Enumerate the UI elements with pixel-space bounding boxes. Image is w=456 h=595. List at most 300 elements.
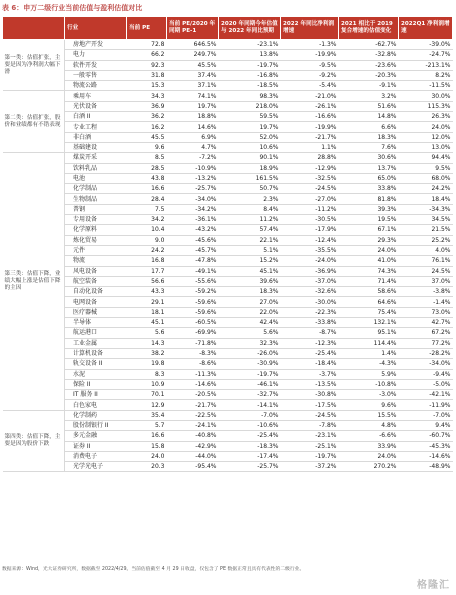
industry-cell: 专用设备 xyxy=(65,215,127,225)
industry-cell: 计算机设备 xyxy=(65,348,127,358)
current-pe-cell: 8.3 xyxy=(127,369,167,379)
pe-vs-2020-cell: -24.1% xyxy=(167,420,219,430)
q1-profit-growth-cell: -7.0% xyxy=(399,410,453,420)
table-row xyxy=(3,215,453,225)
table-header-row xyxy=(3,17,453,40)
cagr-change-cell: -9.1% xyxy=(339,81,399,91)
table-row xyxy=(3,379,453,389)
table-row xyxy=(3,266,453,276)
header-2022-profit-growth: 2022 年同比净利润增速 xyxy=(281,17,339,40)
current-pe-cell: 72.8 xyxy=(127,40,167,50)
current-pe-cell: 16.8 xyxy=(127,256,167,266)
table-row xyxy=(3,369,453,379)
industry-cell: 自动化设备 xyxy=(65,287,127,297)
profit-growth-2022-cell: -12.4% xyxy=(281,235,339,245)
pe-vs-2020-cell: -59.6% xyxy=(167,307,219,317)
profit-growth-2022-cell: -30.5% xyxy=(281,215,339,225)
cagr-change-cell: -62.7% xyxy=(339,40,399,50)
valuation-vs-2022-cell: -46.1% xyxy=(219,379,281,389)
profit-growth-2022-cell: -22.3% xyxy=(281,307,339,317)
q1-profit-growth-cell: -14.6% xyxy=(399,451,453,461)
pe-vs-2020-cell: -43.2% xyxy=(167,225,219,235)
table-row xyxy=(3,462,453,472)
current-pe-cell: 31.8 xyxy=(127,70,167,80)
valuation-vs-2022-cell: 42.4% xyxy=(219,318,281,328)
table-row xyxy=(3,40,453,50)
current-pe-cell: 10.4 xyxy=(127,225,167,235)
q1-profit-growth-cell: 24.0% xyxy=(399,122,453,132)
q1-profit-growth-cell: 12.0% xyxy=(399,132,453,142)
current-pe-cell: 35.4 xyxy=(127,410,167,420)
cagr-change-cell: 33.8% xyxy=(339,184,399,194)
profit-growth-2022-cell: -13.5% xyxy=(281,379,339,389)
profit-growth-2022-cell: -32.5% xyxy=(281,173,339,183)
q1-profit-growth-cell: 24.2% xyxy=(399,184,453,194)
industry-cell: 普钢 xyxy=(65,204,127,214)
cagr-change-cell: 270.2% xyxy=(339,462,399,472)
valuation-vs-2022-cell: 5.6% xyxy=(219,328,281,338)
table-row xyxy=(3,328,453,338)
current-pe-cell: 15.3 xyxy=(127,81,167,91)
profit-growth-2022-cell: 1.1% xyxy=(281,142,339,152)
cagr-change-cell: 4.8% xyxy=(339,420,399,430)
table-row xyxy=(3,142,453,152)
current-pe-cell: 70.1 xyxy=(127,390,167,400)
q1-profit-growth-cell: -48.9% xyxy=(399,462,453,472)
profit-growth-2022-cell: -21.0% xyxy=(281,91,339,101)
cagr-change-cell: -23.6% xyxy=(339,60,399,70)
valuation-vs-2022-cell: 13.8% xyxy=(219,50,281,60)
industry-cell: 煤炭开采 xyxy=(65,153,127,163)
cagr-change-cell: 58.6% xyxy=(339,287,399,297)
table-row xyxy=(3,359,453,369)
industry-cell: 白酒 II xyxy=(65,112,127,122)
profit-growth-2022-cell: -36.9% xyxy=(281,266,339,276)
profit-growth-2022-cell: -21.7% xyxy=(281,132,339,142)
valuation-vs-2022-cell: 52.0% xyxy=(219,132,281,142)
q1-profit-growth-cell: 4.0% xyxy=(399,245,453,255)
pe-vs-2020-cell: -11.3% xyxy=(167,369,219,379)
industry-cell: 元件 xyxy=(65,245,127,255)
cagr-change-cell: -20.3% xyxy=(339,70,399,80)
cagr-change-cell: -32.8% xyxy=(339,50,399,60)
cagr-change-cell: 67.1% xyxy=(339,225,399,235)
header-industry: 行业 xyxy=(65,17,127,40)
cagr-change-cell: 5.9% xyxy=(339,369,399,379)
table-row xyxy=(3,235,453,245)
profit-growth-2022-cell: -32.6% xyxy=(281,287,339,297)
q1-profit-growth-cell: 24.5% xyxy=(399,266,453,276)
industry-cell: 电网设备 xyxy=(65,297,127,307)
pe-vs-2020-cell: -95.4% xyxy=(167,462,219,472)
pe-vs-2020-cell: 14.6% xyxy=(167,122,219,132)
table-row xyxy=(3,204,453,214)
pe-vs-2020-cell: -8.3% xyxy=(167,348,219,358)
table-row xyxy=(3,173,453,183)
industry-cell: 电力 xyxy=(65,50,127,60)
table-row xyxy=(3,153,453,163)
industry-cell: 风电设备 xyxy=(65,266,127,276)
industry-cell: 化学原料 xyxy=(65,225,127,235)
pe-vs-2020-cell: -59.2% xyxy=(167,287,219,297)
current-pe-cell: 16.2 xyxy=(127,122,167,132)
cagr-change-cell: 14.8% xyxy=(339,112,399,122)
current-pe-cell: 9.0 xyxy=(127,235,167,245)
industry-cell: 保险 II xyxy=(65,379,127,389)
q1-profit-growth-cell: -11.5% xyxy=(399,81,453,91)
current-pe-cell: 45.1 xyxy=(127,318,167,328)
q1-profit-growth-cell: 73.0% xyxy=(399,307,453,317)
pe-vs-2020-cell: -40.8% xyxy=(167,431,219,441)
valuation-vs-2022-cell: -17.4% xyxy=(219,451,281,461)
valuation-vs-2022-cell: 18.3% xyxy=(219,287,281,297)
industry-cell: 光学光电子 xyxy=(65,462,127,472)
profit-growth-2022-cell: -30.0% xyxy=(281,297,339,307)
current-pe-cell: 12.9 xyxy=(127,400,167,410)
q1-profit-growth-cell: -24.7% xyxy=(399,50,453,60)
profit-growth-2022-cell: -17.5% xyxy=(281,400,339,410)
table-row xyxy=(3,441,453,451)
industry-cell: 物流 xyxy=(65,256,127,266)
profit-growth-2022-cell: -5.4% xyxy=(281,81,339,91)
table-row xyxy=(3,60,453,70)
table-row xyxy=(3,276,453,286)
q1-profit-growth-cell: -45.3% xyxy=(399,441,453,451)
pe-vs-2020-cell: 249.7% xyxy=(167,50,219,60)
pe-vs-2020-cell: -13.2% xyxy=(167,173,219,183)
table-row xyxy=(3,122,453,132)
current-pe-cell: 34.3 xyxy=(127,91,167,101)
profit-growth-2022-cell: -9.2% xyxy=(281,70,339,80)
profit-growth-2022-cell: -1.3% xyxy=(281,40,339,50)
industry-cell: 医疗器械 xyxy=(65,307,127,317)
cagr-change-cell: 24.0% xyxy=(339,451,399,461)
profit-growth-2022-cell: -30.8% xyxy=(281,390,339,400)
profit-growth-2022-cell: -23.1% xyxy=(281,431,339,441)
q1-profit-growth-cell: 37.0% xyxy=(399,276,453,286)
industry-cell: 消费电子 xyxy=(65,451,127,461)
table-body xyxy=(3,40,453,472)
group-label: 第三类：估值下降，业绩大幅上涨是估值下降的主因 xyxy=(3,153,65,410)
valuation-vs-2022-cell: 59.5% xyxy=(219,112,281,122)
profit-growth-2022-cell: -12.9% xyxy=(281,163,339,173)
pe-vs-2020-cell: -25.7% xyxy=(167,184,219,194)
profit-growth-2022-cell: 28.8% xyxy=(281,153,339,163)
valuation-vs-2022-cell: 10.6% xyxy=(219,142,281,152)
current-pe-cell: 29.1 xyxy=(127,297,167,307)
cagr-change-cell: 19.5% xyxy=(339,215,399,225)
industry-cell: 航空装备 xyxy=(65,276,127,286)
cagr-change-cell: 74.3% xyxy=(339,266,399,276)
q1-profit-growth-cell: -11.9% xyxy=(399,400,453,410)
q1-profit-growth-cell: -5.0% xyxy=(399,379,453,389)
valuation-vs-2022-cell: 19.7% xyxy=(219,122,281,132)
cagr-change-cell: 95.1% xyxy=(339,328,399,338)
cagr-change-cell: 75.4% xyxy=(339,307,399,317)
table-row xyxy=(3,297,453,307)
industry-cell: IT 服务 II xyxy=(65,390,127,400)
valuation-vs-2022-cell: 2.3% xyxy=(219,194,281,204)
current-pe-cell: 66.2 xyxy=(127,50,167,60)
pe-vs-2020-cell: 4.7% xyxy=(167,142,219,152)
q1-profit-growth-cell: -213.1% xyxy=(399,60,453,70)
header-2021-vs-2019-cagr: 2021 相比于 2019 复合增速的估值变化 xyxy=(339,17,399,40)
current-pe-cell: 56.6 xyxy=(127,276,167,286)
current-pe-cell: 36.9 xyxy=(127,101,167,111)
current-pe-cell: 34.2 xyxy=(127,215,167,225)
table-row xyxy=(3,338,453,348)
industry-cell: 水泥 xyxy=(65,369,127,379)
current-pe-cell: 43.3 xyxy=(127,287,167,297)
cagr-change-cell: -6.6% xyxy=(339,431,399,441)
current-pe-cell: 5.7 xyxy=(127,420,167,430)
valuation-vs-2022-cell: 22.0% xyxy=(219,307,281,317)
q1-profit-growth-cell: -1.4% xyxy=(399,297,453,307)
pe-vs-2020-cell: -14.6% xyxy=(167,379,219,389)
valuation-vs-2022-cell: 8.4% xyxy=(219,204,281,214)
profit-growth-2022-cell: -17.9% xyxy=(281,225,339,235)
q1-profit-growth-cell: 9.4% xyxy=(399,420,453,430)
valuation-vs-2022-cell: 18.9% xyxy=(219,163,281,173)
valuation-vs-2022-cell: -18.3% xyxy=(219,441,281,451)
q1-profit-growth-cell: 9.5% xyxy=(399,163,453,173)
q1-profit-growth-cell: 68.0% xyxy=(399,173,453,183)
cagr-change-cell: 13.7% xyxy=(339,163,399,173)
cagr-change-cell: 18.3% xyxy=(339,132,399,142)
valuation-vs-2022-cell: -32.7% xyxy=(219,390,281,400)
table-row xyxy=(3,112,453,122)
q1-profit-growth-cell: 115.3% xyxy=(399,101,453,111)
q1-profit-growth-cell: -3.8% xyxy=(399,287,453,297)
valuation-vs-2022-cell: 5.1% xyxy=(219,245,281,255)
valuation-vs-2022-cell: 39.6% xyxy=(219,276,281,286)
industry-cell: 光伏设备 xyxy=(65,101,127,111)
cagr-change-cell: 29.3% xyxy=(339,235,399,245)
pe-vs-2020-cell: 6.9% xyxy=(167,132,219,142)
profit-growth-2022-cell: -27.0% xyxy=(281,194,339,204)
profit-growth-2022-cell: -26.1% xyxy=(281,101,339,111)
valuation-vs-2022-cell: -26.0% xyxy=(219,348,281,358)
header-group xyxy=(3,17,65,40)
cagr-change-cell: 41.0% xyxy=(339,256,399,266)
current-pe-cell: 8.5 xyxy=(127,153,167,163)
cagr-change-cell: 3.2% xyxy=(339,91,399,101)
profit-growth-2022-cell: -33.8% xyxy=(281,318,339,328)
valuation-vs-2022-cell: 32.3% xyxy=(219,338,281,348)
industry-cell: 房地产开发 xyxy=(65,40,127,50)
industry-cell: 生物制品 xyxy=(65,194,127,204)
profit-growth-2022-cell: -19.9% xyxy=(281,50,339,60)
table-row xyxy=(3,287,453,297)
table-row xyxy=(3,50,453,60)
profit-growth-2022-cell: -3.7% xyxy=(281,369,339,379)
q1-profit-growth-cell: 13.0% xyxy=(399,142,453,152)
valuation-vs-2022-cell: -18.5% xyxy=(219,81,281,91)
industry-cell: 化学制药 xyxy=(65,410,127,420)
pe-vs-2020-cell: -36.1% xyxy=(167,215,219,225)
industry-cell: 软件开发 xyxy=(65,60,127,70)
current-pe-cell: 15.8 xyxy=(127,441,167,451)
q1-profit-growth-cell: -42.1% xyxy=(399,390,453,400)
pe-vs-2020-cell: -55.6% xyxy=(167,276,219,286)
current-pe-cell: 28.4 xyxy=(127,194,167,204)
valuation-vs-2022-cell: 218.0% xyxy=(219,101,281,111)
current-pe-cell: 18.1 xyxy=(127,307,167,317)
q1-profit-growth-cell: 8.2% xyxy=(399,70,453,80)
pe-vs-2020-cell: -34.2% xyxy=(167,204,219,214)
table-row xyxy=(3,70,453,80)
industry-cell: 白色家电 xyxy=(65,400,127,410)
pe-vs-2020-cell: -69.9% xyxy=(167,328,219,338)
pe-vs-2020-cell: 646.5% xyxy=(167,40,219,50)
current-pe-cell: 7.5 xyxy=(127,204,167,214)
valuation-table xyxy=(2,16,453,472)
table-row xyxy=(3,163,453,173)
profit-growth-2022-cell: -12.3% xyxy=(281,338,339,348)
pe-vs-2020-cell: -45.7% xyxy=(167,245,219,255)
industry-cell: 航运港口 xyxy=(65,328,127,338)
pe-vs-2020-cell: -21.7% xyxy=(167,400,219,410)
current-pe-cell: 14.3 xyxy=(127,338,167,348)
table-caption: 表 6：申万二级行业当前估值与盈利估值对比 xyxy=(2,4,143,12)
table-row xyxy=(3,307,453,317)
industry-cell: 化学制品 xyxy=(65,184,127,194)
cagr-change-cell: 7.6% xyxy=(339,142,399,152)
cagr-change-cell: 6.6% xyxy=(339,122,399,132)
pe-vs-2020-cell: -22.5% xyxy=(167,410,219,420)
q1-profit-growth-cell: 21.5% xyxy=(399,225,453,235)
q1-profit-growth-cell: 30.0% xyxy=(399,91,453,101)
industry-cell: 非白酒 xyxy=(65,132,127,142)
watermark-logo: 格隆汇 xyxy=(417,580,450,591)
group-label: 第二类：估值扩张，股价和业绩都有不错表现 xyxy=(3,91,65,153)
table-row xyxy=(3,91,453,101)
valuation-vs-2022-cell: -14.1% xyxy=(219,400,281,410)
header-2022q1-profit-growth: 2022Q1 净利润增速 xyxy=(399,17,453,40)
pe-vs-2020-cell: -60.5% xyxy=(167,318,219,328)
q1-profit-growth-cell: -39.0% xyxy=(399,40,453,50)
current-pe-cell: 43.8 xyxy=(127,173,167,183)
source-footnote: 数据来源：Wind，光大证券研究所，数据截至 2022/4/29。当前估值截至 4 月 29 日收盘，仅包含了 PE 数据正常且具有代表性的二级行业。 xyxy=(2,567,305,572)
pe-vs-2020-cell: -20.5% xyxy=(167,390,219,400)
q1-profit-growth-cell: -9.4% xyxy=(399,369,453,379)
current-pe-cell: 5.6 xyxy=(127,328,167,338)
industry-cell: 饮料乳品 xyxy=(65,163,127,173)
pe-vs-2020-cell: -71.8% xyxy=(167,338,219,348)
pe-vs-2020-cell: 37.4% xyxy=(167,70,219,80)
valuation-vs-2022-cell: -19.7% xyxy=(219,369,281,379)
current-pe-cell: 92.3 xyxy=(127,60,167,70)
current-pe-cell: 28.5 xyxy=(127,163,167,173)
pe-vs-2020-cell: -42.9% xyxy=(167,441,219,451)
current-pe-cell: 24.0 xyxy=(127,451,167,461)
cagr-change-cell: 64.6% xyxy=(339,297,399,307)
q1-profit-growth-cell: 76.1% xyxy=(399,256,453,266)
current-pe-cell: 20.3 xyxy=(127,462,167,472)
industry-cell: 股份制银行 II xyxy=(65,420,127,430)
profit-growth-2022-cell: -11.2% xyxy=(281,204,339,214)
cagr-change-cell: 39.3% xyxy=(339,204,399,214)
profit-growth-2022-cell: -25.4% xyxy=(281,348,339,358)
table-row xyxy=(3,451,453,461)
q1-profit-growth-cell: 18.4% xyxy=(399,194,453,204)
pe-vs-2020-cell: -45.6% xyxy=(167,235,219,245)
pe-vs-2020-cell: -34.0% xyxy=(167,194,219,204)
group-label: 第一类：估值扩张，主要是因为净利润大幅下滑 xyxy=(3,40,65,91)
table-row xyxy=(3,390,453,400)
table-row xyxy=(3,184,453,194)
profit-growth-2022-cell: -35.5% xyxy=(281,245,339,255)
pe-vs-2020-cell: -44.0% xyxy=(167,451,219,461)
valuation-vs-2022-cell: -25.4% xyxy=(219,431,281,441)
pe-vs-2020-cell: 74.1% xyxy=(167,91,219,101)
current-pe-cell: 10.9 xyxy=(127,379,167,389)
valuation-vs-2022-cell: -16.8% xyxy=(219,70,281,80)
profit-growth-2022-cell: -37.2% xyxy=(281,462,339,472)
pe-vs-2020-cell: 18.8% xyxy=(167,112,219,122)
valuation-vs-2022-cell: 90.1% xyxy=(219,153,281,163)
profit-growth-2022-cell: -16.6% xyxy=(281,112,339,122)
current-pe-cell: 36.2 xyxy=(127,112,167,122)
current-pe-cell: 9.6 xyxy=(127,142,167,152)
header-valuation-vs-2022: 2020 年同期今年估值与 2022 年同比预期 xyxy=(219,17,281,40)
pe-vs-2020-cell: -8.6% xyxy=(167,359,219,369)
profit-growth-2022-cell: -24.0% xyxy=(281,256,339,266)
valuation-vs-2022-cell: -10.6% xyxy=(219,420,281,430)
industry-cell: 炼化贸易 xyxy=(65,235,127,245)
q1-profit-growth-cell: 34.5% xyxy=(399,215,453,225)
current-pe-cell: 45.5 xyxy=(127,132,167,142)
valuation-vs-2022-cell: -7.0% xyxy=(219,410,281,420)
industry-cell: 乘用车 xyxy=(65,91,127,101)
q1-profit-growth-cell: 94.4% xyxy=(399,153,453,163)
valuation-vs-2022-cell: 15.2% xyxy=(219,256,281,266)
table-row xyxy=(3,245,453,255)
valuation-table-container xyxy=(2,16,452,472)
pe-vs-2020-cell: -49.1% xyxy=(167,266,219,276)
cagr-change-cell: 30.6% xyxy=(339,153,399,163)
table-row xyxy=(3,225,453,235)
current-pe-cell: 38.2 xyxy=(127,348,167,358)
cagr-change-cell: 81.8% xyxy=(339,194,399,204)
valuation-vs-2022-cell: 57.4% xyxy=(219,225,281,235)
table-row xyxy=(3,431,453,441)
table-row xyxy=(3,101,453,111)
table-row xyxy=(3,400,453,410)
cagr-change-cell: 132.1% xyxy=(339,318,399,328)
current-pe-cell: 19.8 xyxy=(127,359,167,369)
table-row xyxy=(3,194,453,204)
profit-growth-2022-cell: -8.7% xyxy=(281,328,339,338)
table-row xyxy=(3,410,453,420)
pe-vs-2020-cell: -7.2% xyxy=(167,153,219,163)
valuation-vs-2022-cell: -30.9% xyxy=(219,359,281,369)
cagr-change-cell: 33.9% xyxy=(339,441,399,451)
cagr-change-cell: 9.6% xyxy=(339,400,399,410)
cagr-change-cell: 24.0% xyxy=(339,245,399,255)
industry-cell: 工业金属 xyxy=(65,338,127,348)
pe-vs-2020-cell: -47.8% xyxy=(167,256,219,266)
industry-cell: 电池 xyxy=(65,173,127,183)
current-pe-cell: 17.7 xyxy=(127,266,167,276)
cagr-change-cell: 1.4% xyxy=(339,348,399,358)
industry-cell: 物流公路 xyxy=(65,81,127,91)
valuation-vs-2022-cell: 45.1% xyxy=(219,266,281,276)
current-pe-cell: 16.6 xyxy=(127,431,167,441)
current-pe-cell: 16.6 xyxy=(127,184,167,194)
q1-profit-growth-cell: -28.2% xyxy=(399,348,453,358)
profit-growth-2022-cell: -24.5% xyxy=(281,410,339,420)
